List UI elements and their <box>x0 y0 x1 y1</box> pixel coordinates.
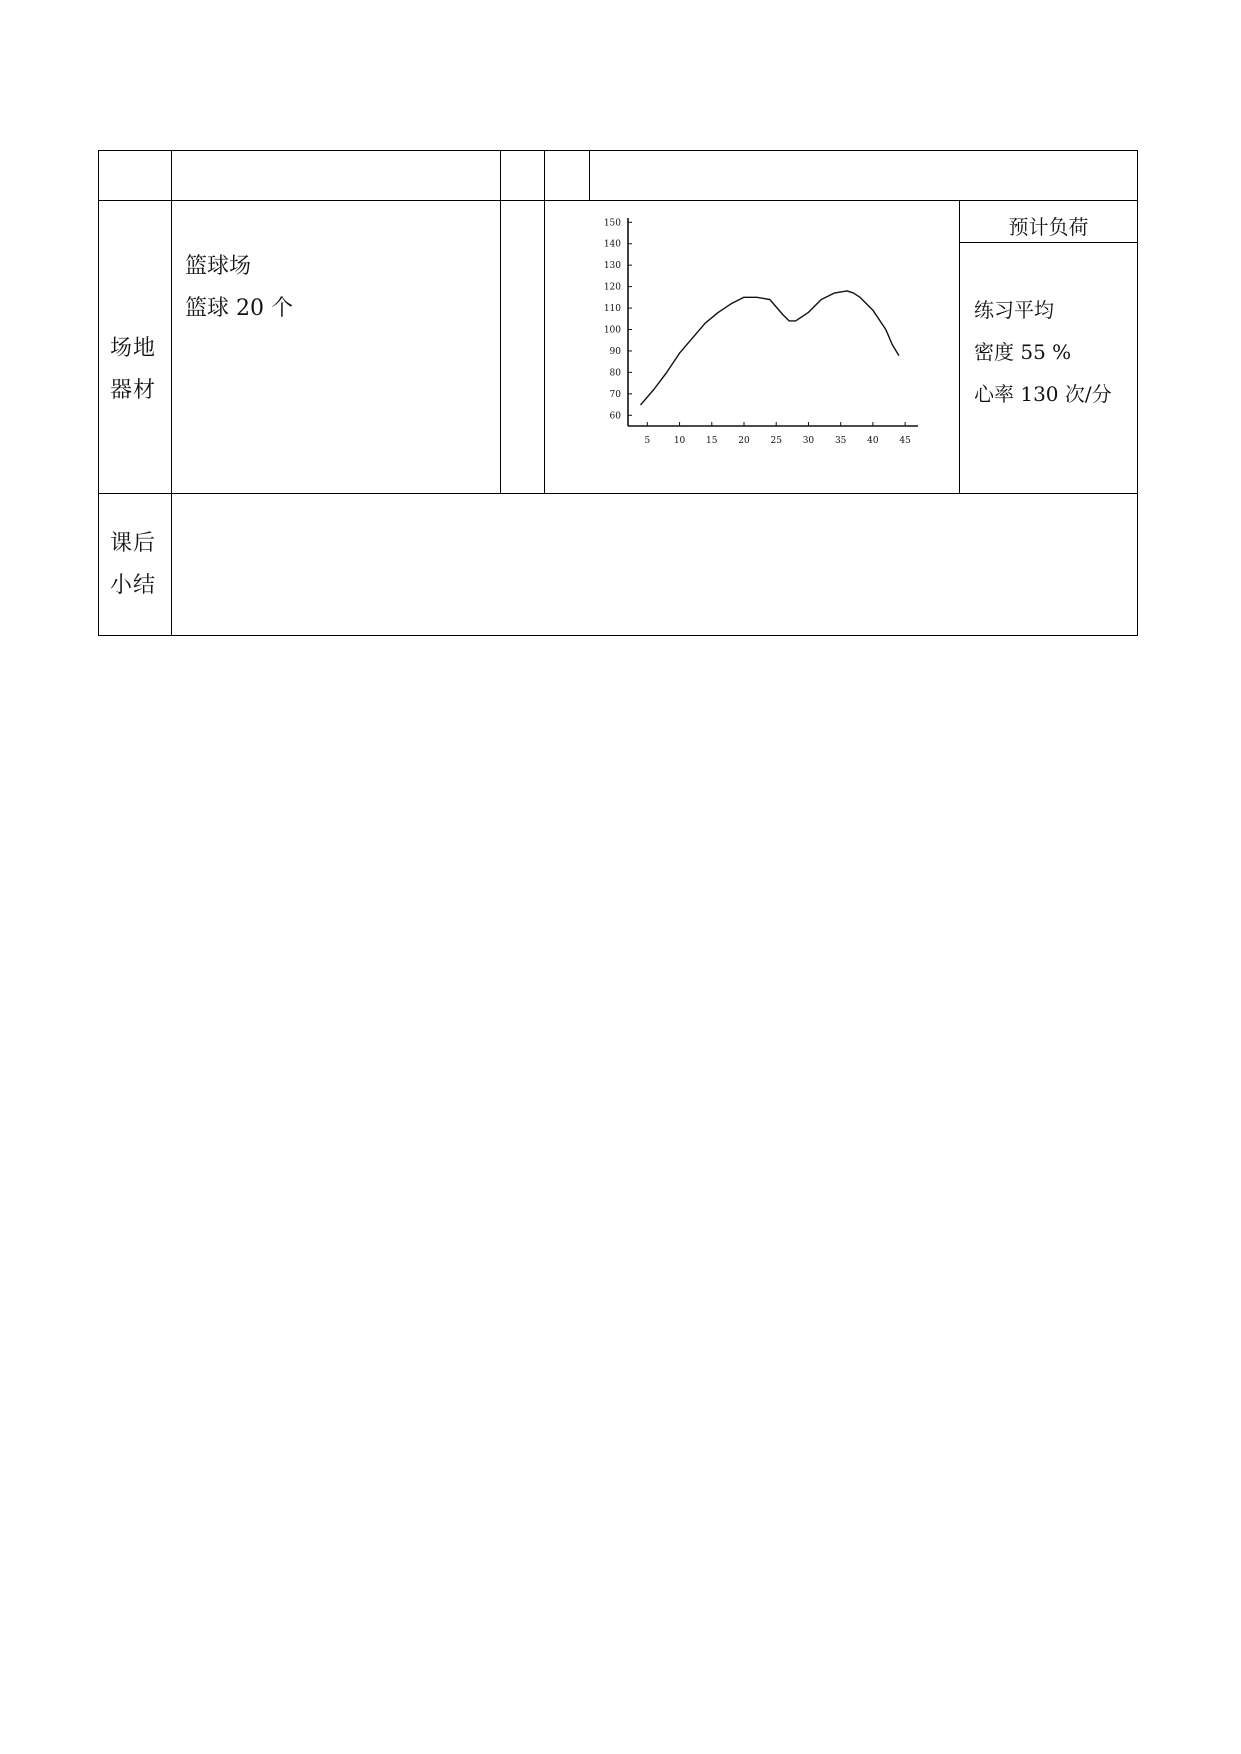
x-tick-label: 45 <box>899 436 911 446</box>
table-row-divider <box>98 200 1138 201</box>
heart-rate-value: 心率 130 次/分 <box>974 382 1112 406</box>
y-tick-label: 110 <box>603 304 621 315</box>
density-value: 密度 55 % <box>974 340 1072 364</box>
y-tick-label: 150 <box>603 218 621 229</box>
summary-label-line-2: 小结 <box>110 573 157 598</box>
y-tick-label: 60 <box>609 411 621 422</box>
practice-average-label: 练习平均 <box>974 298 1054 322</box>
heart-rate-chart <box>598 208 938 448</box>
x-tick-label: 20 <box>738 436 750 446</box>
x-tick-label: 5 <box>644 436 651 446</box>
venue-equipment-label <box>110 328 156 412</box>
expected-load-header: 预计负荷 <box>1008 215 1089 239</box>
y-tick-label: 80 <box>609 368 621 379</box>
y-tick-label: 130 <box>603 261 621 272</box>
expected-load-values <box>974 289 1112 415</box>
summary-label-line-1: 课后 <box>110 531 157 556</box>
x-tick-label: 15 <box>706 436 718 446</box>
table-border-top <box>98 150 1138 151</box>
y-tick-label: 100 <box>603 325 621 336</box>
venue-item: 篮球场 <box>185 254 252 279</box>
venue-label-line-1: 场地 <box>110 336 157 361</box>
y-tick-label: 120 <box>603 282 621 293</box>
y-tick-label: 70 <box>609 389 621 400</box>
heart-rate-series-line <box>641 291 899 405</box>
table-column-divider <box>544 150 545 494</box>
lesson-plan-table <box>98 150 1138 636</box>
x-tick-label: 10 <box>673 436 686 446</box>
equipment-item: 篮球 20 个 <box>185 296 293 321</box>
x-tick-label: 30 <box>802 436 815 446</box>
x-tick-label: 25 <box>770 436 782 446</box>
table-column-divider <box>500 150 501 494</box>
venue-label-line-2: 器材 <box>110 378 157 403</box>
after-class-summary-label <box>110 523 156 607</box>
y-tick-label: 90 <box>609 346 621 357</box>
x-tick-label: 35 <box>834 436 847 446</box>
y-tick-label: 140 <box>603 239 621 250</box>
table-column-divider <box>589 150 590 201</box>
venue-equipment-list <box>185 246 293 330</box>
table-border-right <box>1137 150 1138 636</box>
after-class-summary-content[interactable] <box>172 494 1137 635</box>
x-tick-label: 40 <box>867 436 879 446</box>
table-border-left <box>98 150 99 636</box>
table-border-bottom <box>98 635 1138 636</box>
